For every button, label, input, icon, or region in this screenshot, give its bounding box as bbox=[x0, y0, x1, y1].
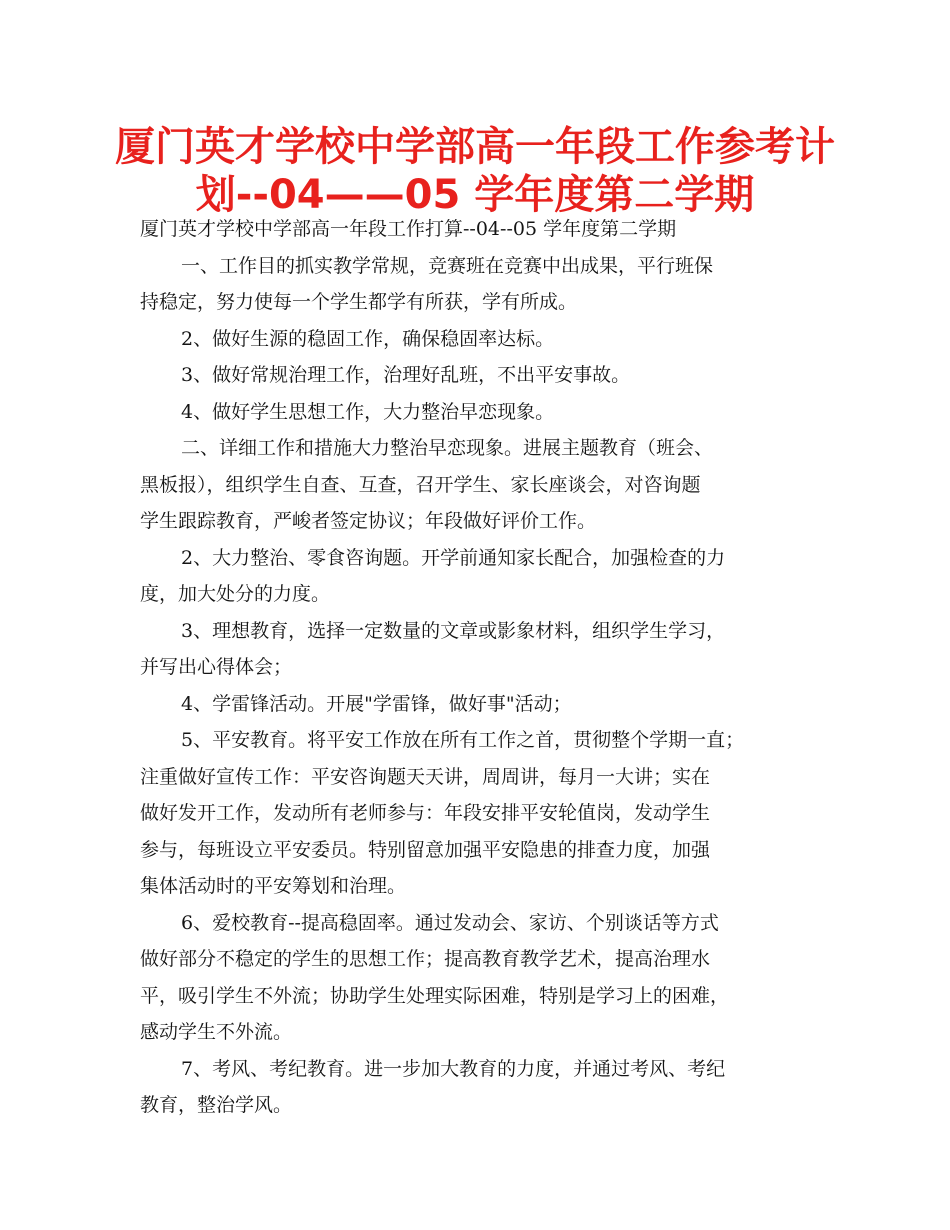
paragraph-line: 并写出心得体会； bbox=[140, 656, 293, 678]
paragraph-line: 二、详细工作和措施大力整治早恋现象。进展主题教育（班会、 bbox=[181, 437, 714, 459]
paragraph-line: 3、理想教育，选择一定数量的文章或影象材料，组织学生学习， bbox=[181, 619, 726, 642]
document-body bbox=[140, 211, 820, 1124]
paragraph-line: 教育，整治学风。 bbox=[140, 1094, 293, 1116]
paragraph-line: 做好部分不稳定的学生的思想工作；提高教育教学艺术，提高治理水 bbox=[140, 948, 711, 970]
paragraph-line: 7、考风、考纪教育。进一步加大教育的力度，并通过考风、考纪 bbox=[181, 1057, 726, 1080]
paragraph-line: 集体活动时的平安筹划和治理。 bbox=[140, 875, 407, 897]
paragraph-line: 5、平安教育。将平安工作放在所有工作之首，贯彻整个学期一直； bbox=[181, 729, 745, 751]
document-title-line-1: 厦门英才学校中学部高一年段工作参考计 bbox=[115, 124, 835, 170]
paragraph-line: 学生跟踪教育，严峻者签定协议；年段做好评价工作。 bbox=[140, 510, 597, 532]
paragraph-line: 2、做好生源的稳固工作，确保稳固率达标。 bbox=[181, 327, 555, 350]
paragraph-line: 平，吸引学生不外流；协助学生处理实际困难，特别是学习上的困难， bbox=[140, 984, 730, 1007]
paragraph-line: 黑板报），组织学生自查、互查，召开学生、家长座谈会，对咨询题 bbox=[140, 473, 701, 496]
paragraph-line: 参与，每班设立平安委员。特别留意加强平安隐患的排查力度，加强 bbox=[140, 838, 711, 861]
paragraph-line: 6、爱校教育--提高稳固率。通过发动会、家访、个别谈话等方式 bbox=[181, 911, 719, 934]
paragraph-line: 3、做好常规治理工作，治理好乱班，不出平安事故。 bbox=[181, 364, 631, 386]
paragraph-line: 注重做好宣传工作：平安咨询题天天讲，周周讲，每月一大讲；实在 bbox=[140, 765, 711, 788]
paragraph-line: 度，加大处分的力度。 bbox=[140, 583, 331, 605]
document-title-line-2: 划--04——05 学年度第二学期 bbox=[195, 172, 755, 218]
paragraph-line: 做好发开工作，发动所有老师参与：年段安排平安轮值岗，发动学生 bbox=[140, 802, 711, 824]
paragraph-line: 一、工作目的抓实教学常规，竞赛班在竞赛中出成果，平行班保 bbox=[181, 254, 714, 277]
subtitle-line: 厦门英才学校中学部高一年段工作打算--04--05 学年度第二学期 bbox=[140, 218, 677, 240]
paragraph-line: 4、学雷锋活动。开展"学雷锋，做好事"活动； bbox=[181, 692, 572, 715]
paragraph-line: 感动学生不外流。 bbox=[140, 1021, 293, 1043]
paragraph-line: 4、做好学生思想工作，大力整治早恋现象。 bbox=[181, 400, 555, 423]
paragraph-line: 2、大力整治、零食咨询题。开学前通知家长配合，加强检查的力 bbox=[181, 546, 726, 569]
paragraph-line: 持稳定，努力使每一个学生都学有所获，学有所成。 bbox=[140, 291, 578, 313]
